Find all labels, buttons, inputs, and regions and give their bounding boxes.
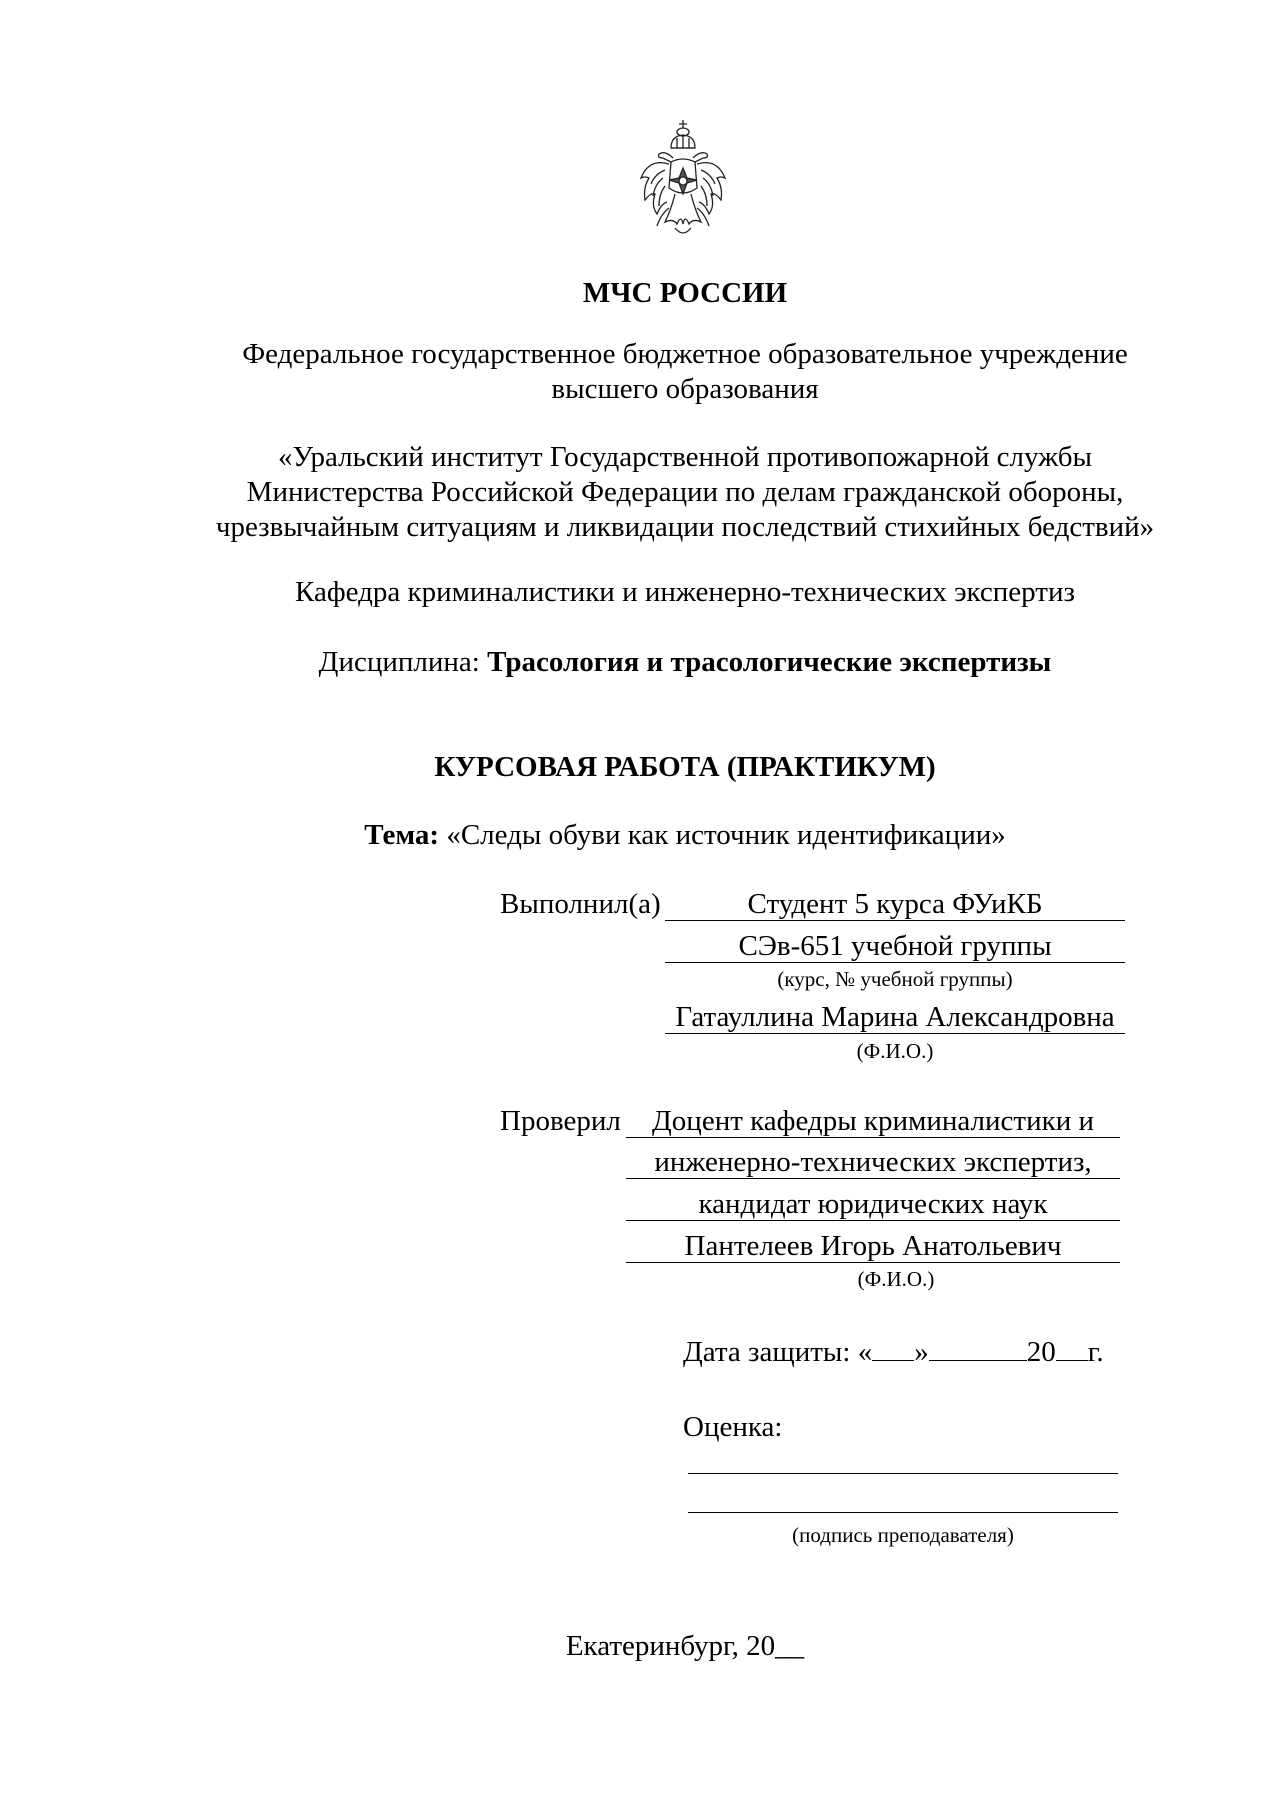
institution-type-line-2: высшего образования (551, 373, 819, 405)
defense-year-suffix: г. (1087, 1336, 1104, 1368)
defense-date (683, 1334, 1104, 1369)
performer-underline-3 (665, 1033, 1125, 1034)
institute-name-line-2: Министерства Российской Федерации по делам гражданской обороны, (246, 476, 1124, 508)
reviewer-label: Проверил (500, 1105, 621, 1137)
work-type-title: КУРСОВАЯ РАБОТА (ПРАКТИКУМ) (434, 751, 936, 783)
reviewer-underline-2 (626, 1178, 1120, 1179)
performer-line-1: Студент 5 курса ФУиКБ (747, 888, 1043, 920)
reviewer-name-caption: (Ф.И.О.) (857, 1267, 935, 1291)
grade-line (688, 1473, 1118, 1474)
reviewer-line-2: инженерно-технических экспертиз, (654, 1146, 1092, 1178)
defense-month-blank (929, 1334, 1027, 1361)
reviewer-line-3: кандидат юридических наук (698, 1188, 1048, 1220)
defense-open-quote: « (857, 1336, 873, 1368)
discipline (0, 645, 1280, 679)
reviewer-name: Пантелеев Игорь Анатольевич (684, 1230, 1062, 1262)
signature-caption: (подпись преподавателя) (792, 1523, 1014, 1547)
reviewer-underline-4 (626, 1262, 1120, 1263)
institute-name-line-3: чрезвычайным ситуациям и ликвидации последствий стихийных бедствий» (215, 511, 1155, 543)
city-year: Екатеринбург, 20__ (565, 1630, 805, 1662)
institute-name-line-1: «Уральский институт Государственной противопожарной службы (277, 441, 1093, 473)
performer-underline-1 (665, 920, 1125, 921)
ministry-title: МЧС РОССИИ (582, 277, 788, 309)
performer-label: Выполнил(а) (500, 888, 661, 920)
defense-close-quote: » (914, 1336, 929, 1368)
defense-year-prefix: 20 (1026, 1336, 1056, 1368)
performer-name-caption: (Ф.И.О.) (856, 1039, 934, 1063)
defense-day-blank (872, 1334, 914, 1361)
eagle-emblem-icon (635, 118, 731, 242)
signature-line (688, 1512, 1118, 1513)
discipline-label: Дисциплина: (318, 646, 488, 678)
performer-group-caption: (курс, № учебной группы) (777, 967, 1013, 991)
topic (0, 818, 1280, 852)
performer-name: Гатауллина Марина Александровна (675, 1001, 1115, 1033)
reviewer-underline-1 (626, 1137, 1120, 1138)
defense-year-blank (1056, 1334, 1088, 1361)
performer-underline-2 (665, 962, 1125, 963)
performer-group: СЭв-651 учебной группы (738, 930, 1052, 962)
topic-value: «Следы обуви как источник идентификации» (439, 819, 1006, 851)
department: Кафедра криминалистики и инженерно-технических экспертиз (295, 576, 1075, 608)
institution-type-line-1: Федеральное государственное бюджетное образовательное учреждение (242, 338, 1128, 370)
topic-label: Тема: (364, 819, 440, 851)
discipline-value: Трасология и трасологические экспертизы (487, 646, 1052, 678)
grade-label: Оценка: (683, 1411, 783, 1443)
reviewer-line-1: Доцент кафедры криминалистики и (652, 1105, 1094, 1137)
reviewer-underline-3 (626, 1220, 1120, 1221)
defense-label: Дата защиты: (683, 1336, 851, 1368)
